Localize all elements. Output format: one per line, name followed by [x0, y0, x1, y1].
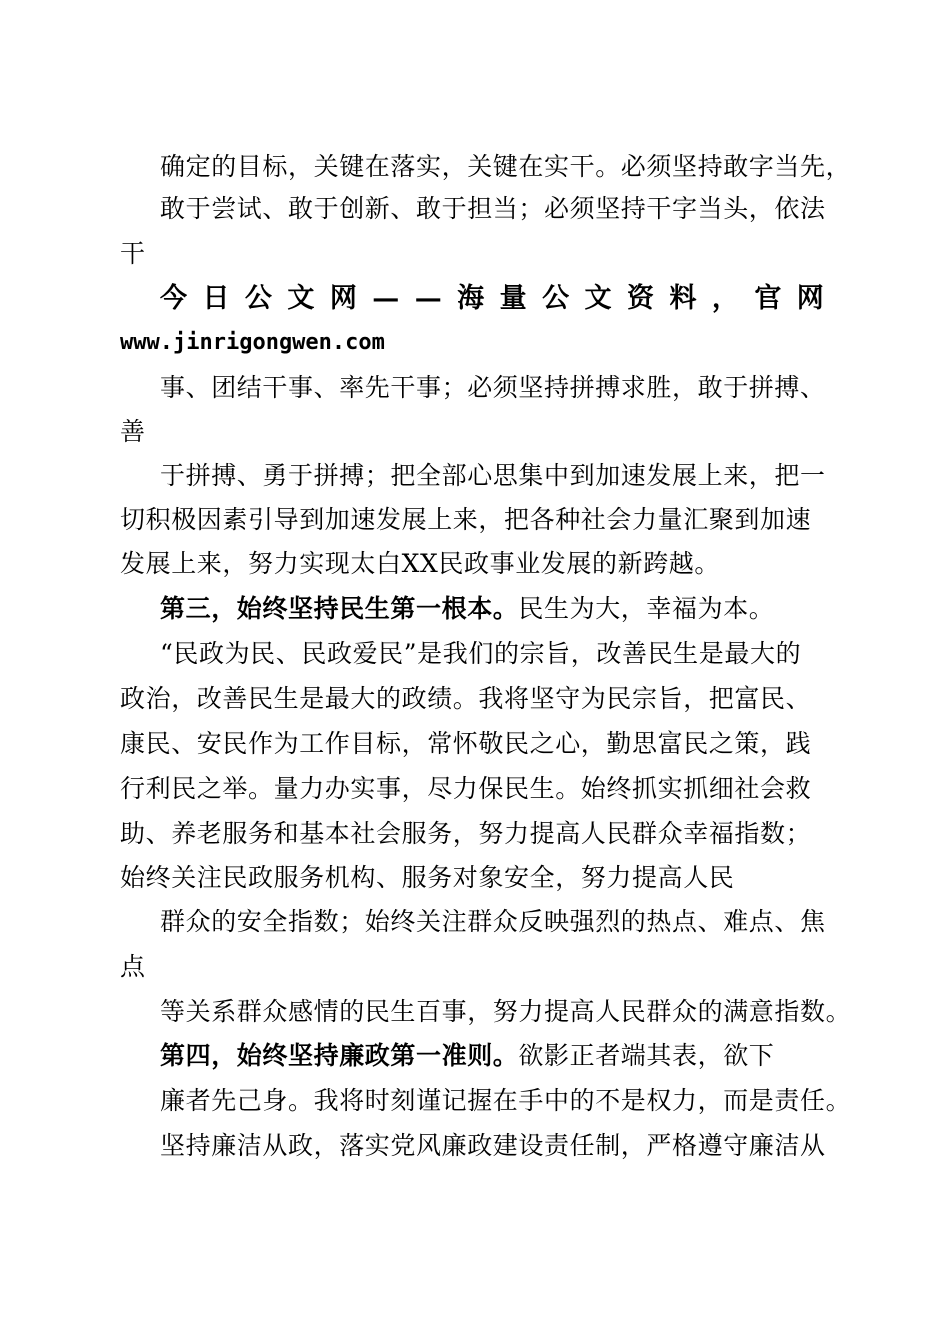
paragraph-line: 坚持廉洁从政，落实党风廉政建设责任制，严格遵守廉洁从: [160, 1131, 826, 1160]
section-line: [160, 593, 774, 625]
paragraph-line: 等关系群众感情的民生百事，努力提高人民群众的满意指数。: [160, 997, 852, 1026]
paragraph-line: 群众的安全指数；始终关注群众反映强烈的热点、难点、焦: [160, 907, 826, 936]
paragraph-line: 事、团结干事、率先干事；必须坚持拼搏求胜，敢于拼搏、: [160, 373, 826, 402]
paragraph-line: 始终关注民政服务机构、服务对象安全，努力提高人民: [120, 863, 735, 892]
paragraph-line: 切积极因素引导到加速发展上来，把各种社会力量汇聚到加速: [120, 505, 812, 534]
paragraph-line: 善: [120, 417, 146, 446]
paragraph-line: 敢于尝试、敢于创新、敢于担当；必须坚持干字当头，依法: [160, 194, 826, 223]
paragraph-line: “民政为民、民政爱民”是我们的宗旨，改善民生是最大的: [160, 639, 802, 668]
banner-char: 公: [542, 283, 570, 314]
banner-char: 日: [202, 283, 230, 314]
banner-char: ，: [711, 283, 739, 314]
section-heading: 第三，始终坚持民生第一根本。: [160, 594, 519, 623]
section-heading: 第四，始终坚持廉政第一准则。: [160, 1041, 519, 1070]
paragraph-line: 发展上来，努力实现太白XX民政事业发展的新跨越。: [120, 549, 720, 578]
banner-char: 网: [329, 283, 357, 314]
banner-char: 今: [160, 283, 187, 314]
banner-char: 官: [754, 283, 782, 314]
banner-char: 量: [499, 283, 527, 314]
banner-char: 文: [584, 283, 612, 314]
banner-char: 公: [244, 283, 272, 314]
banner-char: —: [414, 283, 442, 314]
banner-char: 网: [796, 283, 824, 314]
paragraph-line: 助、养老服务和基本社会服务，努力提高人民群众幸福指数；: [120, 819, 812, 848]
paragraph-line: 廉者先己身。我将时刻谨记握在手中的不是权力，而是责任。: [160, 1086, 852, 1115]
banner-char: 资: [626, 283, 654, 314]
banner-char: —: [372, 283, 400, 314]
paragraph-line: 于拼搏、勇于拼搏；把全部心思集中到加速发展上来，把一: [160, 461, 826, 490]
banner-char: 料: [669, 283, 697, 314]
banner-char: 海: [457, 283, 485, 314]
paragraph-line: 确定的目标，关键在落实，关键在实干。必须坚持敢字当先，: [160, 152, 852, 181]
paragraph-line: 干: [120, 239, 146, 268]
banner-char: 文: [287, 283, 315, 314]
paragraph-line: 康民、安民作为工作目标，常怀敬民之心，勤思富民之策，践: [120, 729, 812, 758]
section-text: 欲影正者端其表，欲下: [518, 1041, 775, 1070]
paragraph-line: 行利民之举。量力办实事，尽力保民生。始终抓实抓细社会救: [120, 774, 812, 803]
paragraph-line: 点: [120, 952, 146, 981]
section-text: 民生为大，幸福为本。: [518, 594, 775, 623]
section-line: [160, 1040, 774, 1072]
paragraph-line: 政治，改善民生是最大的政绩。我将坚守为民宗旨，把富民、: [120, 684, 812, 713]
watermark-banner: [160, 282, 824, 316]
banner-url: www.jinrigongwen.com: [120, 330, 385, 355]
